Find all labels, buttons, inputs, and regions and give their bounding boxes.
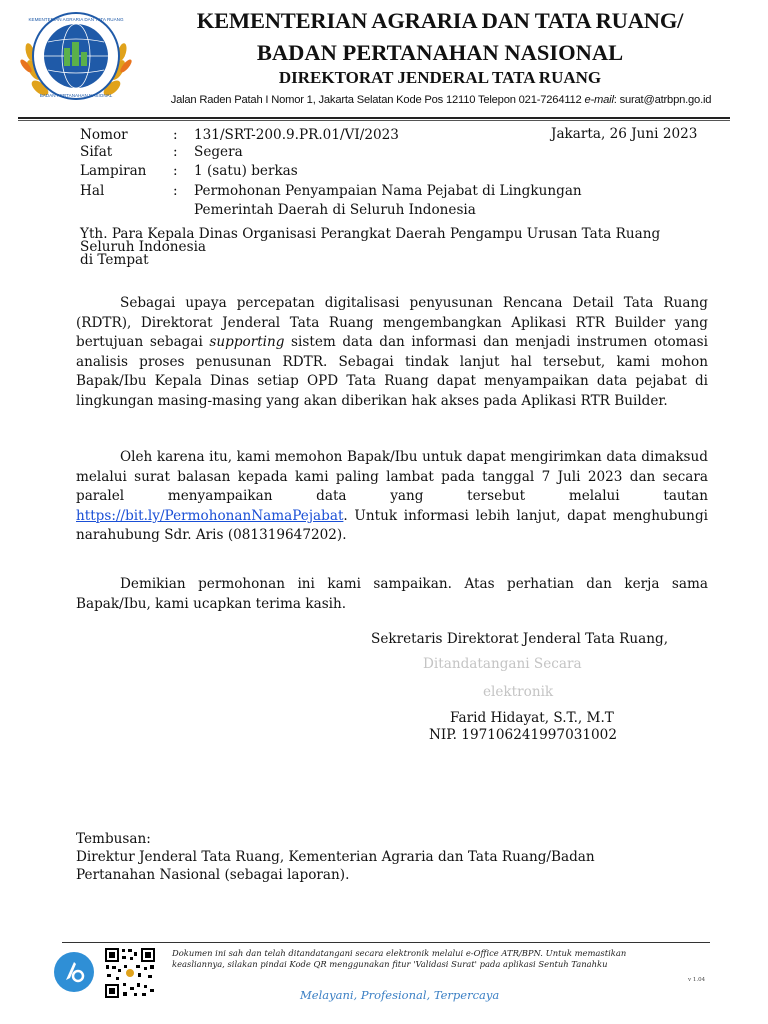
p3-text: Demikian permohonan ini kami sampaikan. Atas perhatian dan kerja sama Bapak/Ibu, kami ucapkan terima kasih. (76, 576, 708, 612)
addressee-line1: Yth. Para Kepala Dinas Organisasi Perangkat Daerah Pengampu Urusan Tata Ruang (80, 226, 661, 242)
request-form-link[interactable]: https://bit.ly/PermohonanNamaPejabat (76, 507, 344, 524)
e-signature-note-line2: elektronik (483, 684, 554, 700)
nomor-value: 131/SRT-200.9.PR.01/VI/2023 (194, 127, 399, 143)
p1-italic-term: supporting (209, 334, 285, 351)
address-text: Jalan Raden Patah I Nomor 1, Jakarta Selatan Kode Pos 12110 Telepon 021-7264112 (170, 94, 585, 106)
lampiran-colon: : (173, 163, 178, 179)
sifat-colon: : (173, 144, 178, 160)
p2-text-end: . Untuk informasi lebih lanjut, dapat menghubungi narahubung Sdr. Aris (081319647202). (76, 507, 708, 544)
e-sign-notice-line2: keasliannya, silakan pindai Kode QR menggunakan fitur 'Validasi Surat' pada aplikasi Sentuh Tanahku (172, 959, 608, 969)
email-label: e-mail (584, 94, 614, 106)
directorate-name: DIREKTORAT JENDERAL TATA RUANG (278, 68, 602, 87)
qr-code-icon (104, 947, 156, 999)
cc-line1: Direktur Jenderal Tata Ruang, Kementerian Agraria dan Tata Ruang/Badan (76, 849, 595, 865)
ministry-name-line1: KEMENTERIAN AGRARIA DAN TATA RUANG/ (196, 8, 684, 33)
signatory-position: Sekretaris Direktorat Jenderal Tata Ruang, (371, 631, 669, 647)
body-paragraph-2 (76, 448, 708, 546)
p1-text-end: sistem data dan informasi dan menjadi instrumen otomasi analisis proses penusunan RDTR. Sebagai tindak lanjut hal tersebut, kami mohon Bapak/Ibu Kepala Dinas setiap OPD Tata Ruang dapat menyampaikan data pejabat di lingkungan masing-masing yang akan diberikan hak akses pada Aplikasi RTR Builder. (76, 334, 709, 409)
document-version: v 1.04 (688, 977, 706, 983)
signatory-nip: NIP. 197106241997031002 (429, 727, 617, 743)
body-paragraph-3 (76, 575, 708, 614)
ministry-logo (18, 8, 134, 108)
footer-rule (62, 942, 710, 943)
sifat-label: Sifat (80, 144, 113, 160)
email-address: : surat@atrbpn.go.id (613, 94, 712, 106)
body-paragraph-1 (76, 294, 708, 412)
e-sign-notice-line1: Dokumen ini sah dan telah ditandatangani secara elektronik melalui e-Office ATR/BPN. Untuk memastikan (172, 948, 627, 958)
sentuh-tanahku-logo-icon (52, 950, 96, 994)
ministry-name-line2: BADAN PERTANAHAN NASIONAL (256, 40, 624, 65)
sifat-value: Segera (194, 144, 243, 160)
hal-colon: : (173, 183, 178, 199)
institution-motto: Melayani, Profesional, Terpercaya (300, 988, 500, 1002)
addressee-line3: di Tempat (80, 252, 149, 268)
e-signature-note-line1: Ditandatangani Secara (423, 656, 582, 672)
lampiran-value: 1 (satu) berkas (194, 163, 298, 179)
letter-date: Jakarta, 26 Juni 2023 (551, 126, 698, 142)
nomor-colon: : (173, 127, 178, 143)
p1-text-start: Sebagai upaya percepatan digitalisasi penyusunan Rencana Detail Tata Ruang (RDTR), Direktorat Jenderal Tata Ruang mengembangkan Aplikasi RTR Builder yang bertujuan sebagai (76, 295, 708, 351)
hal-label: Hal (80, 183, 105, 199)
hal-value-line2: Pemerintah Daerah di Seluruh Indonesia (194, 202, 476, 218)
letterhead-rule (18, 117, 730, 119)
addressee-block (80, 228, 740, 267)
lampiran-label: Lampiran (80, 163, 147, 179)
letterhead-address (136, 94, 746, 106)
logo-text-bottom: BADAN PERTANAHAN NASIONAL (39, 93, 113, 98)
addressee-line2: Seluruh Indonesia (80, 239, 207, 255)
nomor-label: Nomor (80, 127, 128, 143)
p2-text-start: Oleh karena itu, kami memohon Bapak/Ibu untuk dapat mengirimkan data dimaksud melalui surat balasan kepada kami paling lambat pada tanggal 7 Juli 2023 dan secara paralel menyampaikan data yang tersebut melalui tautan (76, 449, 708, 505)
signatory-name: Farid Hidayat, S.T., M.T (450, 710, 614, 726)
letterhead-rule-thin (18, 120, 730, 121)
hal-value-line1: Permohonan Penyampaian Nama Pejabat di Lingkungan (194, 183, 582, 199)
cc-line2: Pertanahan Nasional (sebagai laporan). (76, 867, 350, 883)
cc-label: Tembusan: (76, 831, 151, 847)
logo-text-top: KEMENTERIAN AGRARIA DAN TATA RUANG (28, 17, 124, 22)
e-sign-notice (172, 948, 712, 970)
